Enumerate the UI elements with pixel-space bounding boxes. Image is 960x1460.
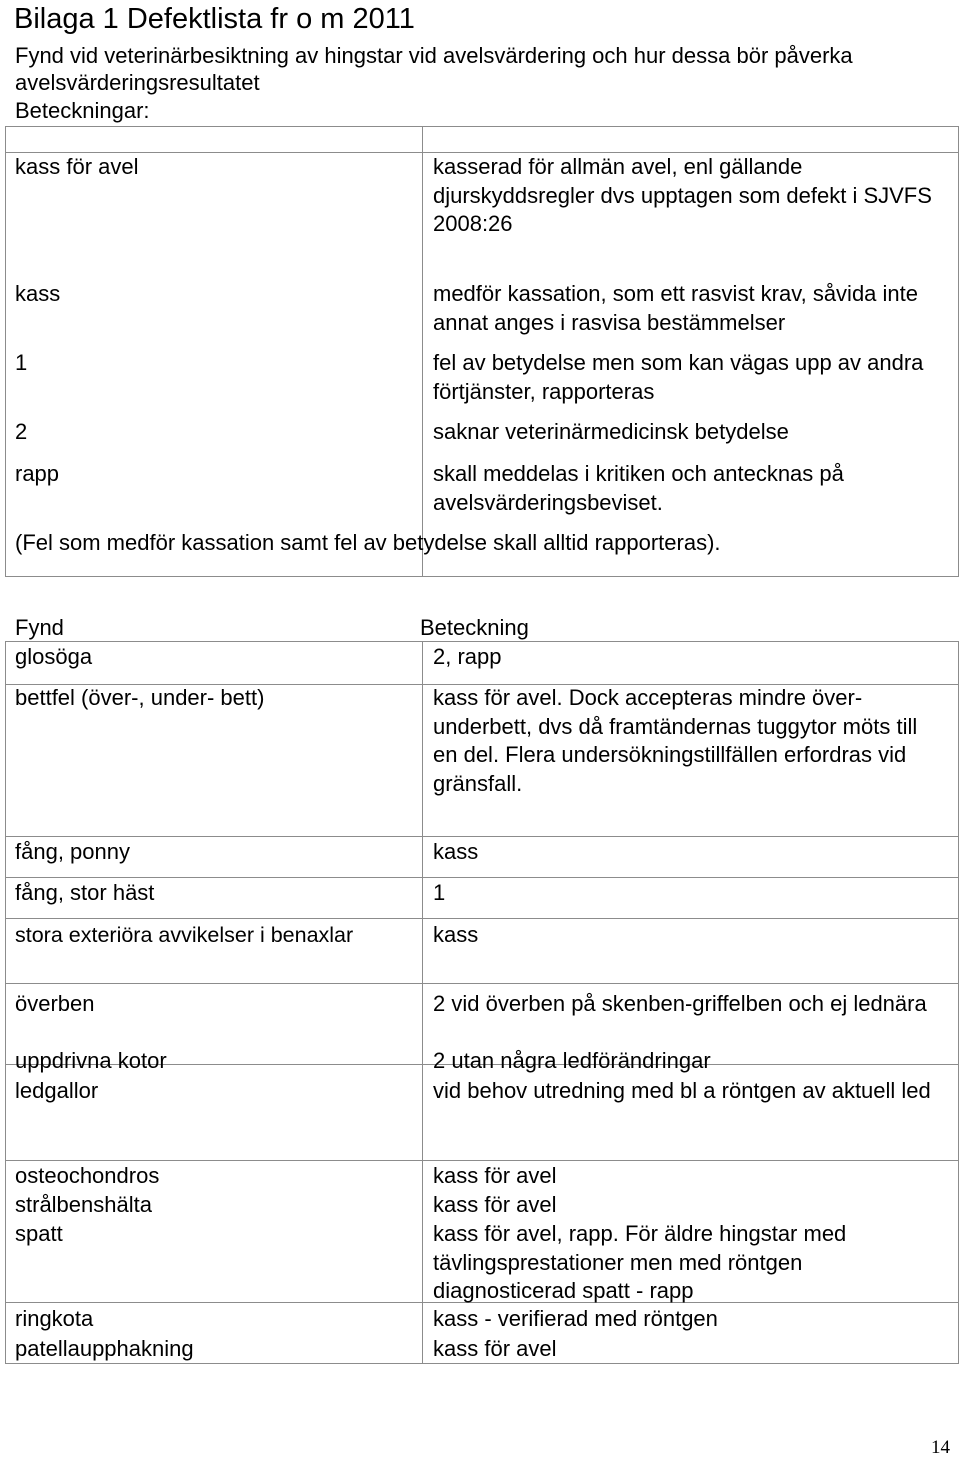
page-title: Bilaga 1 Defektlista fr o m 2011 — [14, 3, 415, 35]
page-number: 14 — [931, 1437, 950, 1458]
designation-cell: kass - verifierad med röntgen — [433, 1306, 718, 1331]
designation-cell: kass för avel — [433, 1336, 557, 1361]
legend-description: skall meddelas i kritiken och antecknas på avelsvärderingsbeviset. — [433, 461, 844, 515]
legend-code: kass — [15, 281, 61, 306]
finding-cell: ringkota — [15, 1306, 94, 1331]
designation-cell: kass för avel, rapp. För äldre hingstar med tävlingsprestationer men med röntgen diagnosticerad spatt - rapp — [433, 1221, 847, 1303]
legend-description: saknar veterinärmedicinsk betydelse — [433, 419, 789, 444]
legend-code: 2 — [15, 419, 28, 444]
designation-cell: kass för avel — [433, 1192, 557, 1217]
finding-cell: spatt — [15, 1221, 63, 1246]
finding-cell: fång, stor häst — [15, 880, 155, 905]
designation-cell: 2 utan några ledförändringar — [433, 1048, 711, 1073]
finding-cell: stora exteriöra avvikelser i benaxlar — [15, 923, 354, 947]
finding-cell: fång, ponny — [15, 839, 130, 864]
designation-cell: kass — [433, 839, 479, 864]
finding-cell: glosöga — [15, 644, 93, 669]
column-header-designation: Beteckning — [420, 615, 529, 640]
legend-description: kasserad för allmän avel, enl gällande djurskyddsregler dvs upptagen som defekt i SJVFS 2008:26 — [433, 154, 932, 236]
designation-cell: 1 — [433, 880, 446, 905]
designation-cell: 2, rapp — [433, 644, 502, 669]
designation-cell: kass för avel — [433, 1163, 557, 1188]
legend-code: 1 — [15, 350, 28, 375]
legend-description: medför kassation, som ett rasvist krav, såvida inte annat anges i rasvisa bestämmelser — [433, 281, 918, 335]
designation-cell: kass för avel. Dock accepteras mindre över-underbett, dvs då framtändernas tuggytor möts till en del. Flera undersökningstillfällen erfordras vid gränsfall. — [433, 685, 918, 796]
legend-note: (Fel som medför kassation samt fel av betydelse skall alltid rapporteras). — [15, 530, 721, 555]
finding-cell: ledgallor — [15, 1078, 99, 1103]
legend-code: rapp — [15, 461, 60, 486]
finding-cell: bettfel (över-, under- bett) — [15, 685, 265, 710]
finding-cell: strålbenshälta — [15, 1192, 152, 1217]
designation-cell: 2 vid överben på skenben-griffelben och ej lednära — [433, 991, 927, 1016]
finding-cell: patellaupphakning — [15, 1336, 194, 1361]
legend-code: kass för avel — [15, 154, 139, 179]
legend-heading: Beteckningar: — [15, 98, 150, 123]
finding-cell: uppdrivna kotor — [15, 1048, 167, 1073]
finding-cell: överben — [15, 991, 95, 1016]
legend-description: fel av betydelse men som kan vägas upp av andra förtjänster, rapporteras — [433, 350, 924, 404]
designation-cell: kass — [433, 922, 479, 947]
designation-cell: vid behov utredning med bl a röntgen av aktuell led — [433, 1078, 931, 1103]
column-header-finding: Fynd — [15, 615, 64, 640]
page-subtitle: Fynd vid veterinärbesiktning av hingstar vid avelsvärdering och hur dessa bör påverka avelsvärderingsresultatet — [15, 43, 853, 95]
finding-cell: osteochondros — [15, 1163, 160, 1188]
